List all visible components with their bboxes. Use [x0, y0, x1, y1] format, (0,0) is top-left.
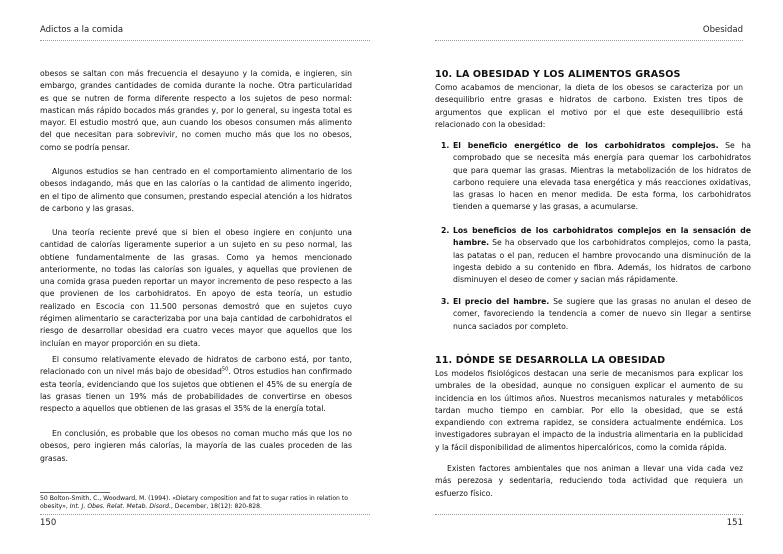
paragraph: Una teoría reciente prevé que si bien el obeso ingiere en conjunto una cantidad de calorías ligeramente superior a un sujeto en su peso normal, las obtiene fundamentalmente de las grasas. Como ya hemos mencionado anteriormente, no todas las calorías son iguales, y aquellas que provienen de una comida grasa pueden reportar un mayor incremento de peso respecto a las que provienen de los carbohidratos. En apoyo de esta teoría, un estudio realizado en Escocia con 11.500 personas demostró que en sujetos cuyo régimen alimentario se caracterizaba por una baja cantidad de carbohidratos el riesgo de desarrollar obesidad era cuatro veces mayor que aquellos que los incluían en mayor proporción en su dieta. [40, 228, 352, 348]
list-lead: El precio del hambre. [453, 297, 550, 306]
list-item [441, 225, 751, 286]
list-text: Se ha comprobado que se necesita más energía para quemar los carbohidratos que para quemar las grasas. Mientras la metabolización de los hidratos de carbono requiere una elevada tasa energética y más reacciones oxidativas, las grasas lo hacen en menor medida. De esta forma, los carbohidratos tienden a quemarse y las grasas, a acumularse. [453, 141, 751, 212]
list-lead: Los beneficios de los carbohidratos complejos en la sensación de hambre. [453, 226, 751, 248]
footer-rule [435, 514, 743, 515]
left-page [0, 0, 390, 554]
header-rule [40, 40, 370, 41]
page-number-right: 151 [726, 518, 743, 528]
list-number: 1. [441, 141, 450, 150]
list-number: 3. [441, 297, 450, 306]
running-head-right: Obesidad [702, 25, 743, 35]
footnote-journal: Int. J. Obes. Relat. Metab. Disord. [69, 503, 171, 511]
running-head-left: Adictos a la comida [40, 25, 124, 35]
paragraph: Como acabamos de mencionar, la dieta de los obesos se caracteriza por un desequilibrio entre grasas e hidratos de carbono. Existen tres tipos de argumentos que explican el motivo por el que este desequilibrio está relacionado con la obesidad: [435, 83, 743, 129]
paragraph: Algunos estudios se han centrado en el comportamiento alimentario de los obesos indagando, más que en las calorías o la cantidad de alimento ingerido, en el tipo de alimento que consumen, prestando especial atención a los hidratos de carbono y las grasas. [40, 167, 352, 213]
paragraph: En conclusión, es probable que los obesos no coman mucho más que los no obesos, pero ingieren más calorías, la mayoría de las cuales proceden de las grasas. [40, 429, 352, 463]
footnote-ref: 50 [221, 366, 229, 373]
footnote-text: , December, 18(12): 820-828. [170, 503, 262, 511]
paragraph: Los modelos fisiológicos destacan una serie de mecanismos para explicar los umbrales de la obesidad, aunque no consiguen explicar el aumento de su incidencia en los últimos años. Nuestros mecanismos naturales y metabólicos tardan mucho tiempo en cambiar. Por ello la obesidad, que se está expandiendo con extrema rapidez, se considera actualmente endémica. Los investigadores subrayan el impacto de la industria alimentaria en la publicidad y la fácil disponibilidad de alimentos hipercalóricos, como la comida rápida. [435, 369, 743, 452]
list-text: Se sugiere que las grasas no anulan el deseo de comer, favoreciendo la tendencia a comer de nuevo sin llegar a sentirse nunca saciados por completo. [453, 297, 751, 331]
paragraph [40, 354, 352, 415]
list-lead: El beneficio energético de los carbohidratos complejos. [453, 141, 719, 150]
footnote [40, 495, 352, 512]
paragraph: obesos se saltan con más frecuencia el desayuno y la comida, e ingieren, sin embargo, grandes cantidades de comida durante la noche. Otra particularidad es que se nutren de forma diferente respecto a los sujetos de peso normal: mastican más rápido bocados más grandes y, por lo general, su ingesta total es mayor. El estudio mostró que, aun cuando los obesos consumen más alimento del que necesitan para sobrevivir, no comen mucho más que los no obesos, como se podría pensar. [40, 69, 352, 152]
list-text: Se ha observado que los carbohidratos complejos, como la pasta, las patatas o el pan, reducen el hambre provocando una disminución de la ingesta debido a su contenido en fibra. Además, los hidratos de carbono disminuyen el deseo de comer y sacian más rápidamente. [453, 238, 751, 285]
list-item [441, 296, 751, 333]
section-heading: 10. LA OBESIDAD Y LOS ALIMENTOS GRASOS [435, 69, 681, 80]
paragraph-text: . Otros estudios han confirmado esta teoría, evidenciando que los sujetos que obtienen el 45% de su energía de las grasas tienen un 19% más de probabilidades de convertirse en obesos respecto a aquellos que obtienen de las grasas el 35% de la energía total. [40, 367, 352, 414]
footer-rule [40, 514, 370, 515]
list-item [441, 140, 751, 214]
paragraph: Existen factores ambientales que nos animan a llevar una vida cada vez más perezosa y sedentaria, reduciendo toda actividad que requiera un esfuerzo físico. [435, 464, 743, 498]
footnote-text: 50 Bolton-Smith, C., Woodward, M. (1994). «Dietary composition and fat to sugar ratios in relation to obesity», [40, 495, 348, 511]
right-page [393, 0, 783, 554]
section-heading: 11. DÓNDE SE DESARROLLA LA OBESIDAD [435, 355, 666, 366]
header-rule [435, 40, 743, 41]
paragraph-text: El consumo relativamente elevado de hidratos de carbono está, por tanto, relacionado con un nivel más bajo de obesidad [40, 355, 352, 377]
page-number-left: 150 [40, 518, 57, 528]
footnote-rule [40, 492, 110, 493]
list-number: 2. [441, 226, 450, 235]
